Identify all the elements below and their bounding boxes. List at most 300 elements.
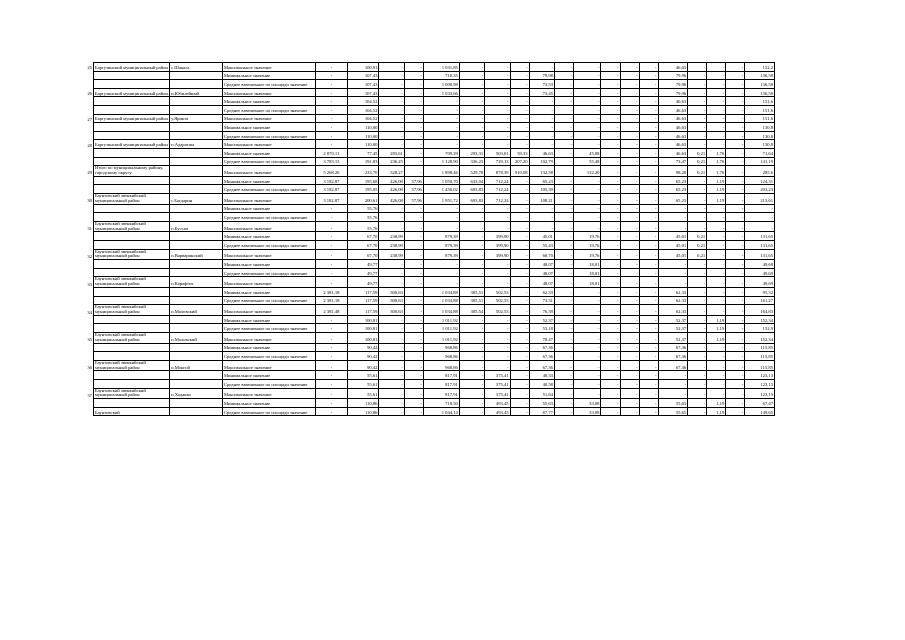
- value-cell: -: [688, 268, 707, 277]
- value-cell: 71,64: [745, 148, 775, 157]
- value-cell: -: [485, 343, 510, 352]
- value-cell: 0,21: [688, 148, 707, 157]
- value-cell: -: [639, 166, 658, 177]
- value-kind-cell: Среднее взвешенное по площади значение: [222, 324, 315, 333]
- value-cell: 65,23: [658, 176, 688, 185]
- value-kind-cell: Среднее взвешенное по площади значение: [222, 80, 315, 89]
- value-cell: -: [707, 360, 726, 371]
- value-cell: -: [601, 213, 620, 222]
- value-cell: -: [726, 63, 745, 72]
- value-cell: -: [574, 105, 601, 114]
- value-cell: -: [707, 352, 726, 361]
- value-cell: -: [529, 140, 554, 149]
- value-cell: -: [316, 371, 348, 380]
- value-cell: 152,9: [745, 324, 775, 333]
- row-number: 25: [87, 65, 92, 71]
- value-cell: 105,39: [529, 185, 554, 194]
- value-cell: -: [574, 140, 601, 149]
- value-cell: 55,61: [347, 380, 379, 389]
- value-cell: 19,76: [574, 232, 601, 241]
- settlement-cell: [170, 71, 223, 80]
- value-cell: -: [404, 260, 423, 269]
- value-cell: 5 268,26: [316, 166, 348, 177]
- value-cell: 46,63: [658, 105, 688, 114]
- value-cell: -: [620, 249, 639, 260]
- row-number: 36: [87, 365, 92, 371]
- value-cell: -: [316, 407, 348, 416]
- value-cell: -: [423, 204, 459, 213]
- value-cell: -: [554, 232, 573, 241]
- settlement-cell: [170, 371, 223, 380]
- value-cell: -: [379, 71, 404, 80]
- region-cell: [93, 240, 169, 249]
- value-cell: -: [726, 268, 745, 277]
- value-cell: 33,08: [574, 399, 601, 408]
- table-row: [85, 176, 775, 185]
- value-kind-cell: Среднее взвешенное по площади значение: [222, 131, 315, 140]
- value-cell: -: [554, 315, 573, 324]
- value-cell: -: [726, 399, 745, 408]
- value-cell: -: [316, 360, 348, 371]
- row-number: [85, 80, 93, 89]
- value-cell: -: [459, 204, 484, 213]
- value-cell: 399,90: [485, 240, 510, 249]
- value-cell: -: [620, 399, 639, 408]
- tariff-table: [85, 62, 775, 416]
- value-kind-cell: Максимальное значение: [222, 166, 315, 177]
- region-cell: [93, 352, 169, 361]
- value-cell: -: [639, 148, 658, 157]
- region-cell: Баунтовский эвенкийский муниципальный район: [93, 333, 169, 344]
- value-cell: 817,91: [423, 388, 459, 399]
- value-cell: -: [726, 343, 745, 352]
- value-kind-cell: Максимальное значение: [222, 193, 315, 204]
- table-row: [85, 315, 775, 324]
- value-cell: -: [574, 333, 601, 344]
- value-cell: -: [707, 260, 726, 269]
- value-cell: -: [639, 71, 658, 80]
- value-cell: 115,85: [745, 343, 775, 352]
- value-cell: -: [601, 324, 620, 333]
- value-cell: -: [620, 140, 639, 149]
- value-cell: -: [707, 305, 726, 316]
- value-cell: -: [658, 388, 688, 399]
- settlement-cell: с.Шанага: [170, 63, 223, 72]
- value-cell: -: [707, 240, 726, 249]
- value-cell: -: [404, 148, 423, 157]
- table-row: [85, 232, 775, 241]
- value-cell: -: [658, 260, 688, 269]
- value-cell: -: [639, 240, 658, 249]
- value-cell: 968,86: [423, 360, 459, 371]
- value-cell: -: [688, 305, 707, 316]
- value-cell: -: [639, 333, 658, 344]
- value-cell: 300,63: [379, 305, 404, 316]
- value-cell: -: [601, 380, 620, 389]
- settlement-cell: п.Маловский: [170, 333, 223, 344]
- value-cell: -: [404, 114, 423, 123]
- value-cell: -: [510, 123, 529, 132]
- value-cell: -: [459, 268, 484, 277]
- value-kind-cell: Минимальное значение: [222, 315, 315, 324]
- row-number: [85, 232, 93, 241]
- value-cell: -: [726, 148, 745, 157]
- value-cell: -: [510, 315, 529, 324]
- value-cell: -: [379, 105, 404, 114]
- value-kind-cell: Максимальное значение: [222, 333, 315, 344]
- value-cell: -: [510, 88, 529, 97]
- value-cell: -: [601, 399, 620, 408]
- value-cell: -: [529, 221, 554, 232]
- value-cell: -: [404, 371, 423, 380]
- value-cell: 1 898,46: [423, 166, 459, 177]
- value-cell: -: [601, 249, 620, 260]
- row-number: 28: [87, 142, 92, 148]
- table-row: [85, 371, 775, 380]
- value-kind-cell: Среднее взвешенное по площади значение: [222, 380, 315, 389]
- value-cell: -: [707, 249, 726, 260]
- value-cell: 200,61: [347, 193, 379, 204]
- value-cell: -: [726, 296, 745, 305]
- value-kind-cell: Минимальное значение: [222, 343, 315, 352]
- value-cell: -: [601, 221, 620, 232]
- value-cell: -: [707, 63, 726, 72]
- settlement-cell: [170, 148, 223, 157]
- value-cell: -: [554, 131, 573, 140]
- value-cell: 1 033,66: [423, 88, 459, 97]
- value-cell: -: [554, 343, 573, 352]
- value-cell: -: [459, 97, 484, 106]
- value-cell: 1,19: [707, 407, 726, 416]
- value-kind-cell: Максимальное значение: [222, 140, 315, 149]
- value-cell: -: [510, 324, 529, 333]
- value-cell: -: [554, 148, 573, 157]
- row-number: 35: [87, 337, 92, 343]
- value-cell: -: [658, 277, 688, 288]
- value-cell: -: [529, 123, 554, 132]
- value-cell: -: [601, 157, 620, 166]
- value-cell: 18,01: [574, 260, 601, 269]
- value-cell: -: [574, 221, 601, 232]
- value-cell: -: [316, 268, 348, 277]
- value-cell: 305,54: [459, 305, 484, 316]
- value-cell: -: [510, 221, 529, 232]
- value-cell: -: [639, 232, 658, 241]
- value-cell: -: [620, 388, 639, 399]
- value-kind-cell: Максимальное значение: [222, 63, 315, 72]
- value-cell: -: [316, 277, 348, 288]
- value-cell: 1 128,90: [423, 157, 459, 166]
- value-cell: -: [574, 71, 601, 80]
- value-cell: -: [459, 324, 484, 333]
- value-cell: -: [459, 105, 484, 114]
- value-kind-cell: Среднее взвешенное по площади значение: [222, 213, 315, 222]
- value-cell: -: [620, 131, 639, 140]
- settlement-cell: [170, 105, 223, 114]
- value-cell: 130,8: [745, 131, 775, 140]
- value-cell: -: [379, 343, 404, 352]
- value-cell: -: [459, 131, 484, 140]
- value-cell: 52,37: [658, 333, 688, 344]
- value-cell: -: [574, 123, 601, 132]
- value-cell: -: [574, 380, 601, 389]
- value-cell: -: [510, 176, 529, 185]
- region-cell: Баунтовский эвенкийский муниципальный район: [93, 193, 169, 204]
- settlement-cell: [170, 380, 223, 389]
- value-cell: 45,01: [658, 240, 688, 249]
- value-cell: -: [510, 288, 529, 297]
- value-cell: 213,61: [745, 193, 775, 204]
- value-cell: -: [529, 114, 554, 123]
- value-cell: -: [404, 80, 423, 89]
- value-cell: 1 000,98: [423, 80, 459, 89]
- value-kind-cell: Минимальное значение: [222, 232, 315, 241]
- value-cell: -: [688, 80, 707, 89]
- value-cell: -: [316, 97, 348, 106]
- value-cell: -: [707, 343, 726, 352]
- table-row: [85, 324, 775, 333]
- value-cell: -: [510, 371, 529, 380]
- table-row: [85, 360, 775, 371]
- value-cell: -: [601, 114, 620, 123]
- value-cell: 62,33: [658, 288, 688, 297]
- value-cell: -: [554, 333, 573, 344]
- value-cell: -: [510, 204, 529, 213]
- value-cell: -: [379, 260, 404, 269]
- settlement-cell: [170, 343, 223, 352]
- settlement-cell: [170, 176, 223, 185]
- value-cell: 65,23: [529, 176, 554, 185]
- value-cell: -: [707, 371, 726, 380]
- value-cell: 123,13: [745, 388, 775, 399]
- table-row: [85, 140, 775, 149]
- row-number: [85, 105, 93, 114]
- value-cell: 191,83: [347, 157, 379, 166]
- value-cell: 131,65: [745, 240, 775, 249]
- value-cell: 102,79: [529, 157, 554, 166]
- value-cell: -: [510, 296, 529, 305]
- value-cell: -: [379, 97, 404, 106]
- value-cell: -: [485, 315, 510, 324]
- value-cell: 104,52: [347, 105, 379, 114]
- value-cell: -: [707, 232, 726, 241]
- value-cell: -: [485, 88, 510, 97]
- value-cell: -: [639, 360, 658, 371]
- value-cell: 152,34: [745, 333, 775, 344]
- value-cell: -: [574, 185, 601, 194]
- value-cell: -: [688, 140, 707, 149]
- settlement-cell: [170, 157, 223, 166]
- settlement-cell: [170, 288, 223, 297]
- value-cell: 426,08: [379, 176, 404, 185]
- region-cell: [93, 204, 169, 213]
- value-cell: 328,27: [379, 166, 404, 177]
- value-cell: 879,39: [423, 240, 459, 249]
- value-cell: 123,13: [745, 371, 775, 380]
- value-cell: -: [379, 360, 404, 371]
- value-cell: -: [639, 204, 658, 213]
- value-cell: -: [620, 343, 639, 352]
- value-cell: -: [601, 88, 620, 97]
- value-cell: 1,19: [707, 176, 726, 185]
- value-cell: 300,63: [379, 296, 404, 305]
- value-cell: 493,45: [485, 399, 510, 408]
- value-kind-cell: Минимальное значение: [222, 71, 315, 80]
- value-cell: -: [404, 288, 423, 297]
- value-cell: -: [707, 105, 726, 114]
- value-cell: 141,19: [745, 157, 775, 166]
- value-cell: -: [601, 232, 620, 241]
- value-cell: 53,18: [529, 324, 554, 333]
- value-cell: 55,61: [347, 371, 379, 380]
- value-cell: 108,21: [529, 193, 554, 204]
- value-cell: 3 182,87: [316, 185, 348, 194]
- table-row: [85, 268, 775, 277]
- value-kind-cell: Максимальное значение: [222, 88, 315, 97]
- value-cell: 60,70: [529, 249, 554, 260]
- value-cell: -: [620, 193, 639, 204]
- value-cell: 110,86: [347, 407, 379, 416]
- value-cell: -: [510, 193, 529, 204]
- value-cell: -: [379, 63, 404, 72]
- value-cell: -: [639, 288, 658, 297]
- value-cell: -: [688, 63, 707, 72]
- value-cell: -: [510, 399, 529, 408]
- table-row: [85, 88, 775, 97]
- value-cell: 195,68: [347, 176, 379, 185]
- table-row: [85, 240, 775, 249]
- value-cell: 2 070,11: [316, 148, 348, 157]
- value-cell: -: [620, 324, 639, 333]
- value-cell: -: [554, 114, 573, 123]
- settlement-cell: п.Монгой: [170, 360, 223, 371]
- row-number: [85, 131, 93, 140]
- value-cell: -: [404, 71, 423, 80]
- table-row: [85, 352, 775, 361]
- region-cell: [93, 97, 169, 106]
- value-cell: -: [707, 140, 726, 149]
- value-cell: -: [639, 123, 658, 132]
- value-cell: -: [639, 185, 658, 194]
- value-cell: -: [620, 240, 639, 249]
- value-cell: -: [688, 333, 707, 344]
- value-cell: 130,8: [745, 140, 775, 149]
- value-cell: -: [485, 140, 510, 149]
- value-cell: -: [485, 268, 510, 277]
- value-cell: 45,08: [574, 148, 601, 157]
- value-cell: -: [620, 407, 639, 416]
- value-cell: -: [574, 63, 601, 72]
- value-cell: 46,63: [658, 131, 688, 140]
- value-cell: -: [554, 97, 573, 106]
- value-cell: -: [639, 315, 658, 324]
- value-kind-cell: Среднее взвешенное по площади значение: [222, 105, 315, 114]
- row-number: [85, 71, 93, 80]
- region-cell: Баунтовский: [93, 407, 169, 416]
- value-cell: -: [688, 213, 707, 222]
- value-kind-cell: Среднее взвешенное по площади значение: [222, 296, 315, 305]
- value-cell: -: [688, 352, 707, 361]
- value-cell: -: [459, 352, 484, 361]
- value-cell: -: [639, 88, 658, 97]
- value-cell: -: [726, 213, 745, 222]
- value-cell: -: [529, 105, 554, 114]
- value-cell: 117,59: [347, 296, 379, 305]
- row-number: 26: [87, 91, 92, 97]
- value-cell: -: [529, 213, 554, 222]
- value-cell: 51,64: [529, 388, 554, 399]
- value-cell: -: [510, 213, 529, 222]
- value-cell: 79,96: [658, 88, 688, 97]
- value-cell: -: [620, 157, 639, 166]
- value-cell: -: [554, 140, 573, 149]
- table-body: [85, 63, 775, 416]
- region-cell: [93, 380, 169, 389]
- value-cell: -: [707, 114, 726, 123]
- value-kind-cell: Среднее взвешенное по площади значение: [222, 352, 315, 361]
- value-cell: -: [620, 268, 639, 277]
- value-cell: -: [601, 204, 620, 213]
- value-cell: -: [688, 343, 707, 352]
- value-cell: -: [404, 315, 423, 324]
- value-cell: -: [726, 260, 745, 269]
- value-cell: 107,43: [347, 71, 379, 80]
- value-cell: 57,96: [404, 176, 423, 185]
- value-cell: -: [510, 407, 529, 416]
- value-cell: -: [554, 105, 573, 114]
- value-cell: -: [707, 296, 726, 305]
- value-cell: -: [707, 80, 726, 89]
- value-cell: -: [379, 213, 404, 222]
- value-cell: -: [726, 371, 745, 380]
- value-cell: 136,58: [745, 88, 775, 97]
- value-cell: -: [423, 277, 459, 288]
- value-cell: -: [726, 114, 745, 123]
- value-cell: -: [601, 240, 620, 249]
- value-cell: -: [316, 221, 348, 232]
- settlement-cell: п.Варваринский: [170, 249, 223, 260]
- value-cell: 132,58: [529, 166, 554, 177]
- region-cell: [93, 371, 169, 380]
- value-cell: 67,70: [347, 240, 379, 249]
- settlement-cell: [170, 97, 223, 106]
- value-cell: -: [316, 333, 348, 344]
- value-cell: -: [423, 105, 459, 114]
- value-cell: -: [404, 296, 423, 305]
- value-kind-cell: Максимальное значение: [222, 221, 315, 232]
- value-cell: -: [510, 305, 529, 316]
- value-cell: 79,96: [658, 71, 688, 80]
- value-cell: -: [529, 204, 554, 213]
- value-cell: -: [688, 296, 707, 305]
- value-cell: -: [510, 360, 529, 371]
- value-cell: -: [404, 213, 423, 222]
- value-cell: -: [485, 114, 510, 123]
- region-cell: [93, 324, 169, 333]
- value-cell: -: [620, 296, 639, 305]
- table-row: [85, 97, 775, 106]
- value-cell: -: [639, 97, 658, 106]
- value-cell: 879,39: [423, 232, 459, 241]
- value-cell: -: [688, 260, 707, 269]
- value-cell: -: [485, 324, 510, 333]
- value-cell: 238,99: [379, 232, 404, 241]
- value-cell: -: [620, 80, 639, 89]
- value-cell: -: [745, 204, 775, 213]
- value-cell: -: [658, 213, 688, 222]
- value-cell: -: [529, 97, 554, 106]
- value-cell: -: [574, 131, 601, 140]
